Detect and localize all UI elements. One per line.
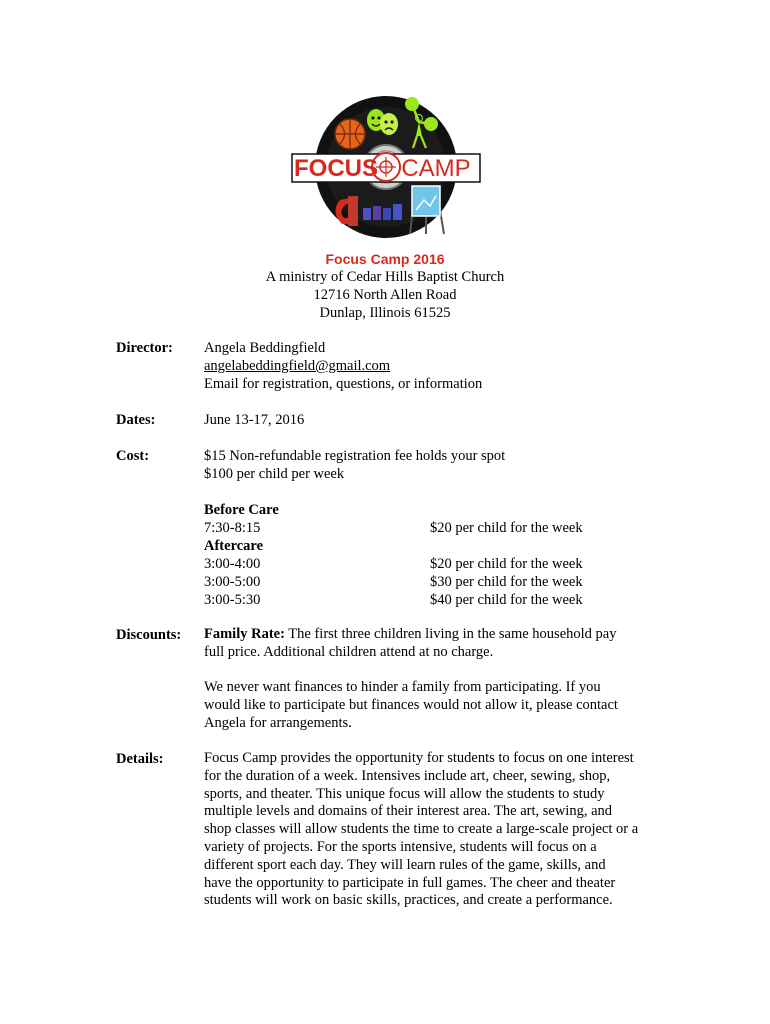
finance-paragraph [204,679,664,732]
street-address: 12716 North Allen Road [313,287,457,303]
city-state-zip: Dunlap, Illinois 61525 [319,305,451,321]
details-line: Focus Camp provides the opportunity for students to focus on one interest [204,750,634,766]
aftercare-price-1: $20 per child for the week [430,556,583,572]
finance-line: We never want finances to hinder a family from participating. If you [204,679,601,695]
before-care-time: 7:30-8:15 [204,520,261,536]
aftercare-price-2: $30 per child for the week [430,574,583,590]
cost-label: Cost: [116,448,150,464]
details-paragraph [204,750,664,910]
family-rate-label: Family Rate: [204,626,285,642]
family-rate-paragraph [204,626,664,662]
family-rate-text-1: The first three children living in the same household pay [284,626,617,642]
before-care-title: Before Care [204,502,279,518]
aftercare-time-1: 3:00-4:00 [204,556,261,572]
aftercare-title: Aftercare [204,538,264,554]
care-schedule [204,501,279,609]
dates-label: Dates: [116,412,156,428]
details-line: shop classes will allow students the time to create a large-scale project or a [204,821,639,838]
dates-text: June 13-17, 2016 [204,412,305,428]
before-care-price: $20 per child for the week [430,520,583,536]
aftercare-time-2: 3:00-5:00 [204,574,261,590]
details-line: have the opportunity to participate in full games. The cheer and theater [204,874,616,891]
details-label: Details: [116,751,164,767]
document-header [0,250,770,322]
director-label: Director: [116,340,173,356]
logo-word-camp: CAMP [401,155,471,182]
director-note: Email for registration, questions, or information [204,376,483,392]
finance-line: Angela for arrangements. [204,714,352,731]
details-line: variety of projects. For the sports intensive, students will focus on a [204,838,597,855]
registration-fee: $15 Non-refundable registration fee holds your spot [204,448,506,464]
dates-value [204,411,304,429]
logo-word-focus: FOCUS [294,155,378,182]
basketball-icon [335,119,365,149]
cost-section [204,447,505,483]
finance-line: would like to participate but finances would not allow it, please contact [204,696,618,713]
family-rate-text-2: full price. Additional children attend at no charge. [204,643,494,660]
document-title: Focus Camp 2016 [325,251,445,267]
details-line: different sport each day. They will learn rules of the game, skills, and [204,856,606,873]
director-email-link[interactable]: angelabeddingfield@gmail.com [204,358,391,374]
aftercare-price-3: $40 per child for the week [430,592,583,608]
details-line: sports, and theater. This unique focus will allow the students to study [204,785,605,802]
director-section [204,339,482,393]
focus-camp-logo [288,94,484,240]
director-name: Angela Beddingfield [204,340,326,356]
details-line: multiple levels and domains of their interest area. The art, sewing, and [204,803,613,820]
weekly-price: $100 per child per week [204,466,345,482]
aftercare-time-3: 3:00-5:30 [204,592,261,608]
discounts-label: Discounts: [116,627,182,643]
church-name: A ministry of Cedar Hills Baptist Church [265,269,505,285]
details-line: students will work on basic skills, practices, and create a performance. [204,892,613,909]
details-line: for the duration of a week. Intensives include art, cheer, sewing, shop, [204,767,611,784]
